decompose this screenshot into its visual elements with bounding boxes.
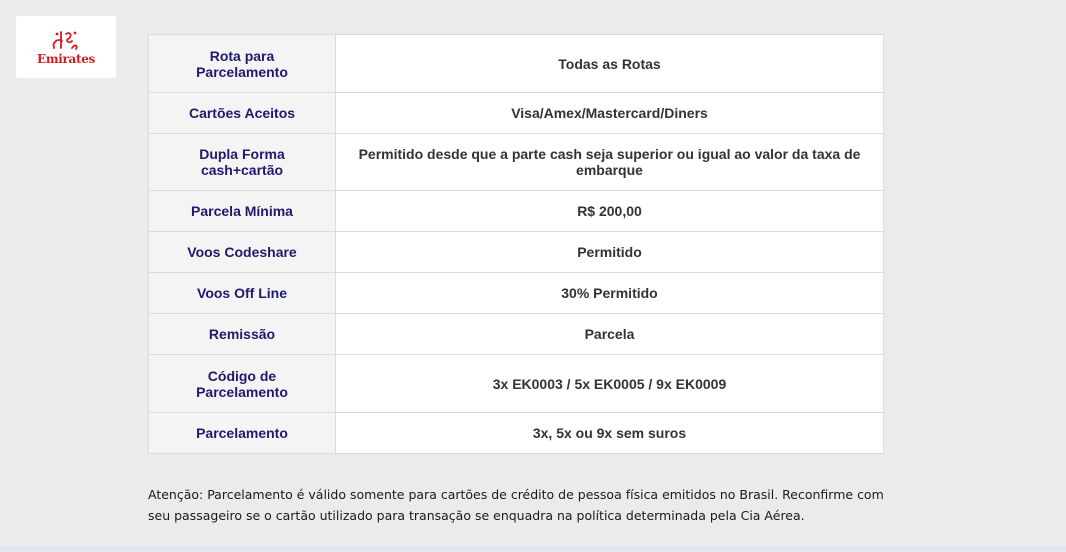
table-row bbox=[149, 355, 884, 413]
row-value: 3x, 5x ou 9x sem suros bbox=[336, 413, 884, 454]
row-label: Código de Parcelamento bbox=[149, 355, 336, 413]
row-value: Visa/Amex/Mastercard/Diners bbox=[336, 93, 884, 134]
table-row bbox=[149, 35, 884, 93]
row-value: Permitido desde que a parte cash seja superior ou igual ao valor da taxa de embarque bbox=[336, 134, 884, 191]
logo-wordmark: Emirates bbox=[36, 52, 96, 66]
table-row bbox=[149, 93, 884, 134]
emirates-logo bbox=[16, 16, 116, 78]
row-value: 30% Permitido bbox=[336, 273, 884, 314]
table-row bbox=[149, 232, 884, 273]
row-label: Parcelamento bbox=[149, 413, 336, 454]
row-value: Todas as Rotas bbox=[336, 35, 884, 93]
table-row bbox=[149, 413, 884, 454]
installment-policy-table bbox=[148, 34, 884, 454]
row-label: Voos Off Line bbox=[149, 273, 336, 314]
row-label: Voos Codeshare bbox=[149, 232, 336, 273]
row-value: R$ 200,00 bbox=[336, 191, 884, 232]
row-label: Parcela Mínima bbox=[149, 191, 336, 232]
emirates-calligraphy-icon bbox=[42, 28, 90, 52]
table-row bbox=[149, 314, 884, 355]
row-label: Rota para Parcelamento bbox=[149, 35, 336, 93]
row-label: Cartões Aceitos bbox=[149, 93, 336, 134]
table-row bbox=[149, 191, 884, 232]
table-row bbox=[149, 134, 884, 191]
row-label: Dupla Forma cash+cartão bbox=[149, 134, 336, 191]
installment-notice: Atenção: Parcelamento é válido somente para cartões de crédito de pessoa física emitidos no Brasil. Reconfirme com seu passageiro se o cartão utilizado para transação se enquadra na política determinada pela Cia Aérea. bbox=[148, 487, 884, 523]
row-label: Remissão bbox=[149, 314, 336, 355]
bottom-divider bbox=[0, 546, 1066, 552]
row-value: Permitido bbox=[336, 232, 884, 273]
row-value: Parcela bbox=[336, 314, 884, 355]
row-value: 3x EK0003 / 5x EK0005 / 9x EK0009 bbox=[336, 355, 884, 413]
table-row bbox=[149, 273, 884, 314]
